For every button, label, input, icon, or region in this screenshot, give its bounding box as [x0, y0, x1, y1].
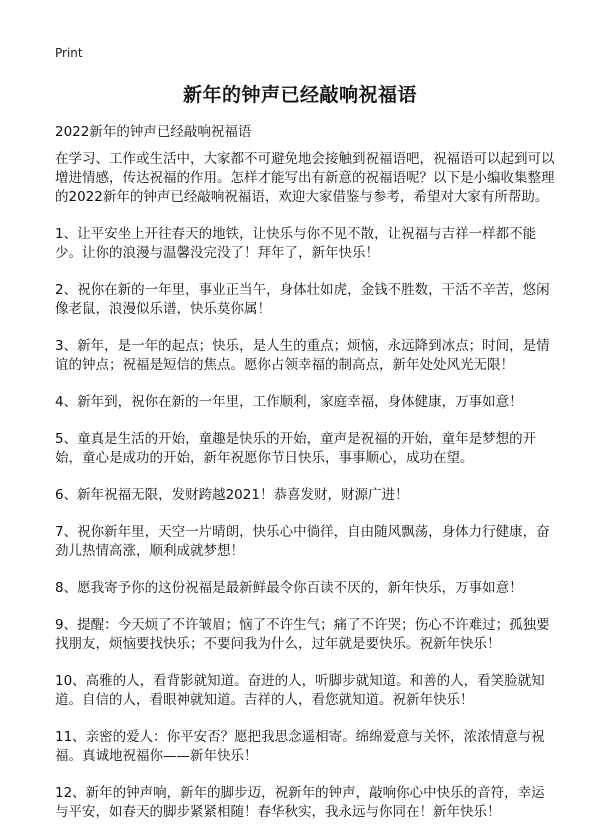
print-link[interactable]: Print: [55, 46, 83, 60]
wish-paragraph: 5、童真是生活的开始，童趣是快乐的开始，童声是祝福的开始，童年是梦想的开始，童心是成功的开始，新年祝愿你节日快乐，事事顺心，成功在望。: [55, 431, 537, 466]
intro-paragraph: 在学习、工作或生活中，大家都不可避免地会接触到祝福语吧，祝福语可以起到可以增进情感，传达祝福的作用。怎样才能写出有新意的祝福语呢？以下是小编收集整理的2022新年的钟声已经敲响祝福语，欢迎大家借鉴与参考，希望对大家有所帮助。: [55, 151, 555, 205]
wish-paragraph: 12、新年的钟声响，新年的脚步迈，祝新年的钟声，敲响你心中快乐的音符，幸运与平安，如春天的脚步紧紧相随！春华秋实，我永远与你同在！新年快乐！: [55, 785, 545, 820]
wish-paragraph: 3、新年，是一年的起点；快乐，是人生的重点；烦恼，永远降到冰点；时间，是情谊的钟点；祝福是短信的焦点。愿你占领幸福的制高点，新年处处风光无限！: [55, 338, 550, 373]
wish-paragraph: 4、新年到，祝你在新的一年里，工作顺利，家庭幸福，身体健康，万事如意！: [55, 394, 523, 410]
wish-paragraph: 9、提醒：今天烦了不许皱眉；恼了不许生气；痛了不许哭；伤心不许难过；孤独要找朋友，烦恼要找快乐；不要问我为什么，过年就是要快乐。祝新年快乐！: [55, 617, 550, 652]
wish-paragraph: 10、高雅的人，看背影就知道。奋进的人，听脚步就知道。和善的人，看笑脸就知道。自信的人，看眼神就知道。吉祥的人，看您就知道。祝新年快乐！: [55, 673, 545, 708]
page-subtitle: 2022新年的钟声已经敲响祝福语: [55, 124, 252, 140]
wish-paragraph: 1、让平安坐上开往春天的地铁，让快乐与你不见不散，让祝福与吉祥一样都不能少。让你的浪漫与温馨没完没了！拜年了，新年快乐！: [55, 226, 537, 261]
wish-paragraph: 7、祝你新年里，天空一片晴朗，快乐心中徜徉，自由随风飘荡，身体力行健康，奋劲儿热情高涨，顺利成就梦想！: [55, 524, 550, 559]
page-title: 新年的钟声已经敲响祝福语: [182, 84, 417, 106]
wish-paragraph: 2、祝你在新的一年里，事业正当午，身体壮如虎，金钱不胜数，干活不辛苦，悠闲像老鼠，浪漫似乐谱，快乐莫你属！: [55, 282, 550, 317]
article-body: [55, 150, 555, 840]
wish-paragraph: 6、新年祝福无限，发财跨越2021！恭喜发财，财源广进！: [55, 487, 409, 503]
wish-paragraph: 11、亲密的爱人：你平安否？愿把我思念遥相寄。绵绵爱意与关怀，浓浓情意与祝福。真诚地祝福你——新年快乐！: [55, 729, 545, 764]
wish-paragraph: 8、愿我寄予你的这份祝福是最新鲜最令你百读不厌的，新年快乐，万事如意！: [55, 580, 523, 596]
